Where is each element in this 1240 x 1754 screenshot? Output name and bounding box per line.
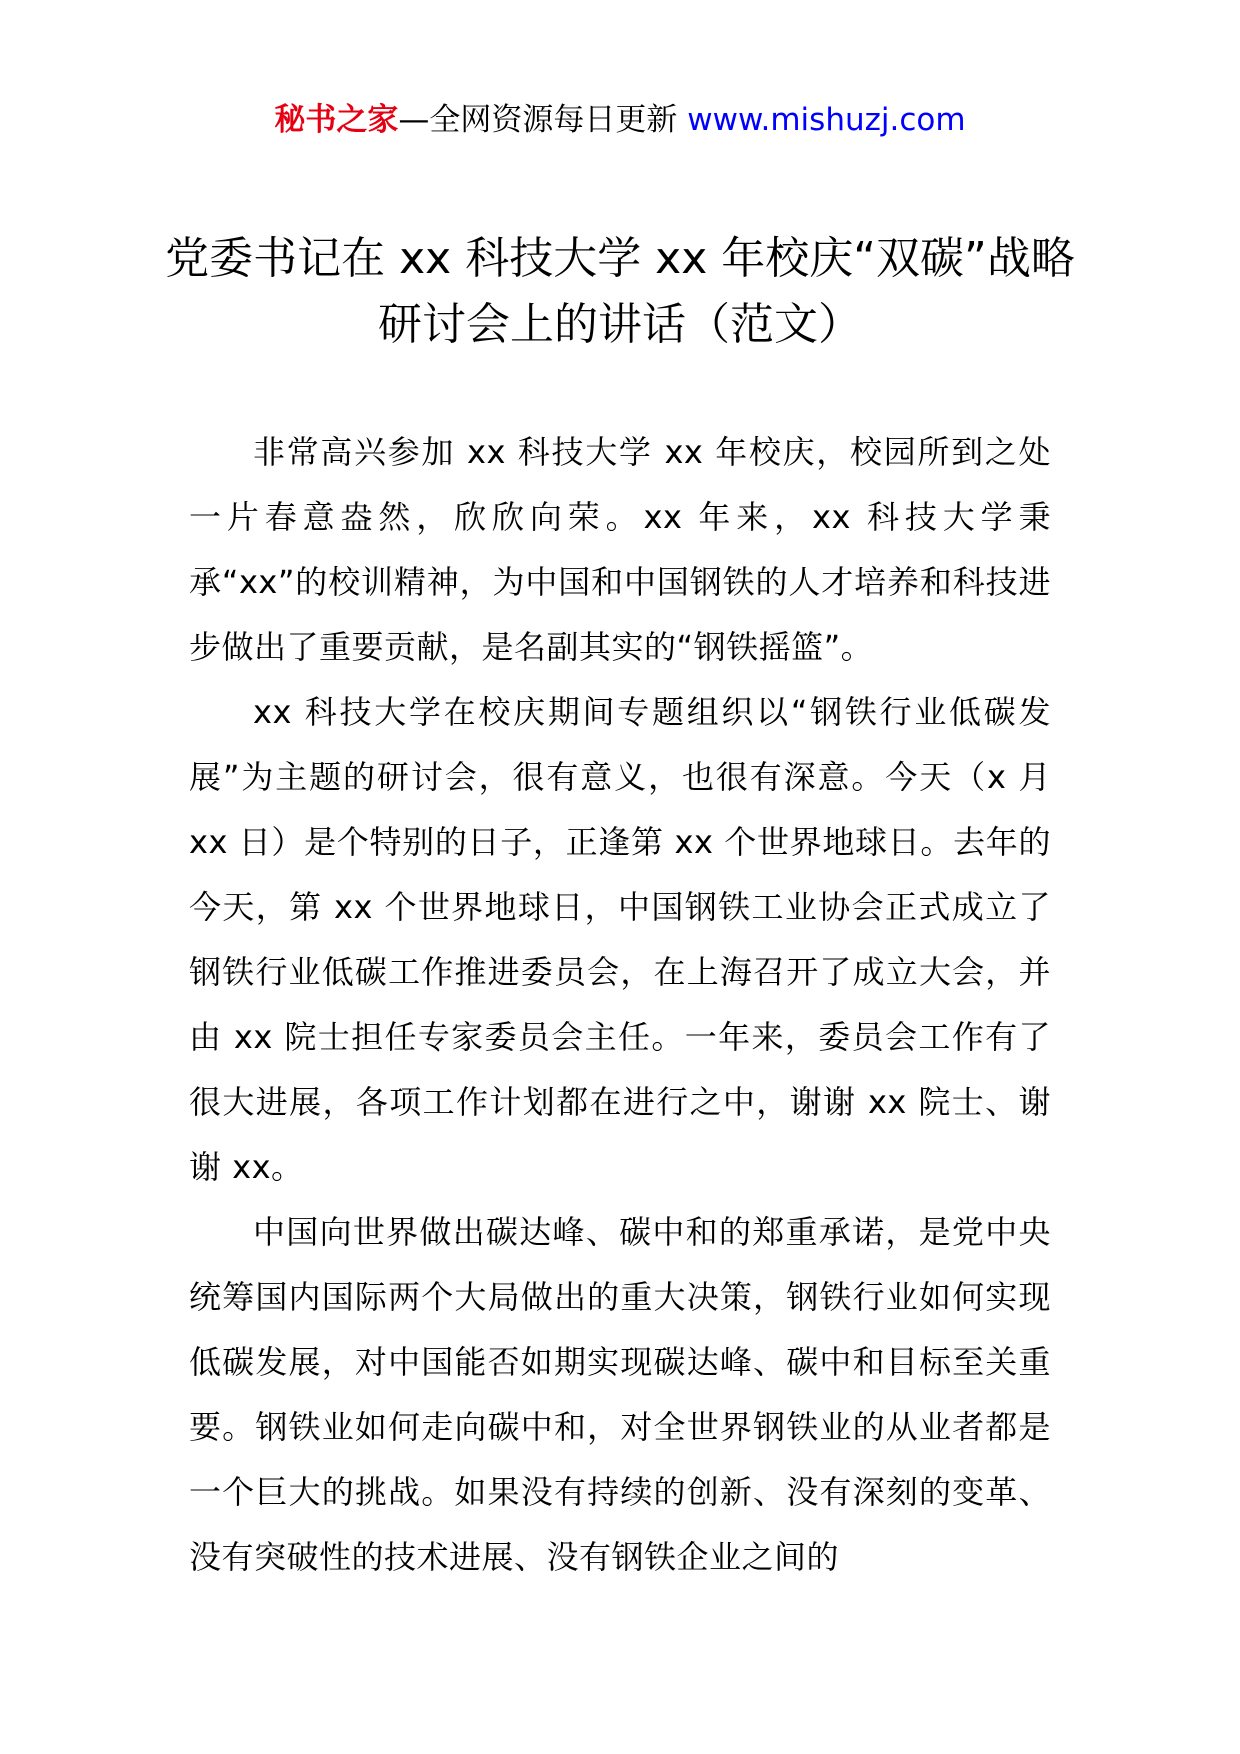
site-brand: 秘书之家 xyxy=(274,102,399,138)
paragraph-2: xx 科技大学在校庆期间专题组织以“钢铁行业低碳发展”为主题的研讨会，很有意义，也很有深意。今天（x 月 xx 日）是个特别的日子，正逢第 xx 个世界地球日。去年的今天，第 xx 个世界地球日，中国钢铁工业协会正式成立了钢铁行业低碳工作推进委员会，在上海召开了成立大会，并由 xx 院士担任专家委员会主任。一年来，委员会工作有了很大进展，各项工作计划都在进行之中，谢谢 xx 院士、谢谢 xx。 xyxy=(189,693,1051,1186)
site-slogan: —全网资源每日更新 xyxy=(398,102,688,138)
site-header xyxy=(0,98,1240,142)
paragraph-1: 非常高兴参加 xx 科技大学 xx 年校庆，校园所到之处一片春意盎然，欣欣向荣。xx 年来，xx 科技大学秉承“xx”的校训精神，为中国和中国钢铁的人才培养和科技进步做出了重要贡献，是名副其实的“钢铁摇篮”。 xyxy=(189,433,1051,666)
document-title: 党委书记在 xx 科技大学 xx 年校庆“双碳”战略研讨会上的讲话（范文） xyxy=(165,233,1075,350)
site-url-link[interactable]: www.mishuzj.com xyxy=(687,102,966,138)
document-body xyxy=(189,420,1051,1590)
paragraph-3: 中国向世界做出碳达峰、碳中和的郑重承诺，是党中央统筹国内国际两个大局做出的重大决策，钢铁行业如何实现低碳发展，对中国能否如期实现碳达峰、碳中和目标至关重要。钢铁业如何走向碳中和，对全世界钢铁业的从业者都是一个巨大的挑战。如果没有持续的创新、没有深刻的变革、没有突破性的技术进展、没有钢铁企业之间的 xyxy=(189,1213,1051,1576)
